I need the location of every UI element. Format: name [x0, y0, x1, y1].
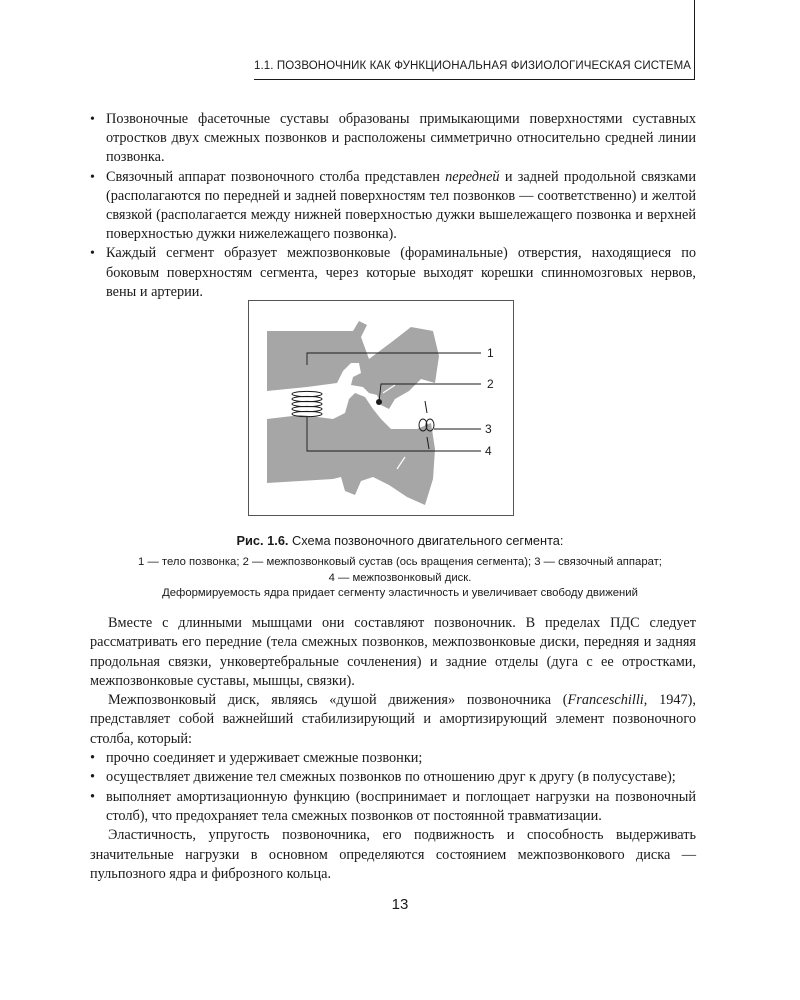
citation-author: Franceschilli — [567, 692, 644, 709]
intro-bullet-text-after: и задней продольной связками (располагаются по передней и задней поверхностям тел позвонков — соответственно) и желтой связкой (располагается между нижней поверхностью дужки вышележащего позвонка и верхней поверхностью дужки нижележащего позвонка). — [106, 168, 696, 243]
figure-label-2: 2 — [487, 377, 494, 391]
figure-legend-line: 1 — тело позвонка; 2 — межпозвонковый сустав (ось вращения сегмента); 3 — связочный аппарат; — [138, 556, 662, 568]
page-number: 13 — [391, 896, 409, 913]
intro-bullet-foramina — [90, 244, 696, 302]
figure-label-3: 3 — [485, 422, 492, 436]
figure-caption-text: Схема позвоночного двигательного сегмента: — [288, 533, 564, 548]
list-item: • осуществляет движение тел смежных позвонков по отношению друг к другу (в полусуставе); — [90, 768, 696, 787]
figure-caption-label: Рис. 1.6. — [236, 533, 289, 548]
disc-function-list — [90, 749, 696, 826]
intro-bullet-emphasis: передней — [445, 168, 500, 185]
intro-bullet-facet-joints — [90, 110, 696, 168]
body-paragraph-text-before: Межпозвонковый диск, являясь «душой движения» позвоночника ( — [108, 692, 568, 709]
intervertebral-disc-spring — [292, 391, 322, 416]
list-item: • прочно соединяет и удерживает смежные позвонки; — [90, 749, 696, 768]
page-frame-header-rule — [254, 79, 695, 80]
intro-bullet-text: Позвоночные фасеточные суставы образованы примыкающими поверхностями суставных отростков двух смежных позвонков и расположены симметрично относительно средней линии позвонка. — [106, 111, 696, 166]
figure-legend-line: 4 — межпозвонковый диск. — [328, 571, 472, 584]
running-head: 1.1. ПОЗВОНОЧНИК КАК ФУНКЦИОНАЛЬНАЯ ФИЗИОЛОГИЧЕСКАЯ СИСТЕМА — [254, 60, 692, 72]
body-paragraph-text-after: , 1947), представляет собой важнейший стабилизирующий и амортизирующий элемент позвоночного столба, который: — [90, 692, 697, 747]
list-item: • выполняет амортизационную функцию (воспринимает и поглощает нагрузки на позвоночный столб), что предохраняет тела смежных позвонков от постоянной травматизации. — [90, 788, 696, 827]
main-body-text — [90, 614, 696, 884]
figure-caption-legend — [60, 555, 740, 602]
body-paragraph: Эластичность, упругость позвоночника, его подвижность и способность выдерживать значительные нагрузки в основном определяются состоянием межпозвонкового диска — пульпозного ядра и фиброзного кольца. — [90, 827, 696, 882]
figure-motion-segment — [248, 300, 514, 516]
figure-legend-note: Деформируемость ядра придает сегменту эластичность и увеличивает свободу движений — [162, 587, 638, 599]
intro-bullet-text: Каждый сегмент образует межпозвонковые (фораминальные) отверстия, находящиеся по боковым поверхностям сегмента, через которые выходят корешки спинномозговых нервов, вены и артерии. — [106, 245, 696, 300]
intro-bullet-list — [90, 110, 696, 302]
intro-bullet-ligaments — [90, 168, 696, 245]
body-paragraph: Вместе с длинными мышцами они составляют позвоночник. В пределах ПДС следует рассматривать его передние (тела смежных позвонков, межпозвонковые диски, передняя и задняя продольная связки, унковертебральные сочленения) и задние отделы (дуга с ее отростками, межпозвонковые суставы, мышцы, связки). — [90, 615, 696, 689]
intro-bullet-text-before: Связочный аппарат позвоночного столба представлен — [106, 168, 446, 185]
spinal-segment-diagram — [249, 301, 513, 515]
page-frame-vertical-rule — [694, 0, 695, 80]
figure-label-4: 4 — [485, 444, 492, 458]
figure-label-1: 1 — [487, 346, 494, 360]
body-paragraph-disc — [90, 691, 696, 749]
figure-caption-title — [60, 533, 740, 548]
